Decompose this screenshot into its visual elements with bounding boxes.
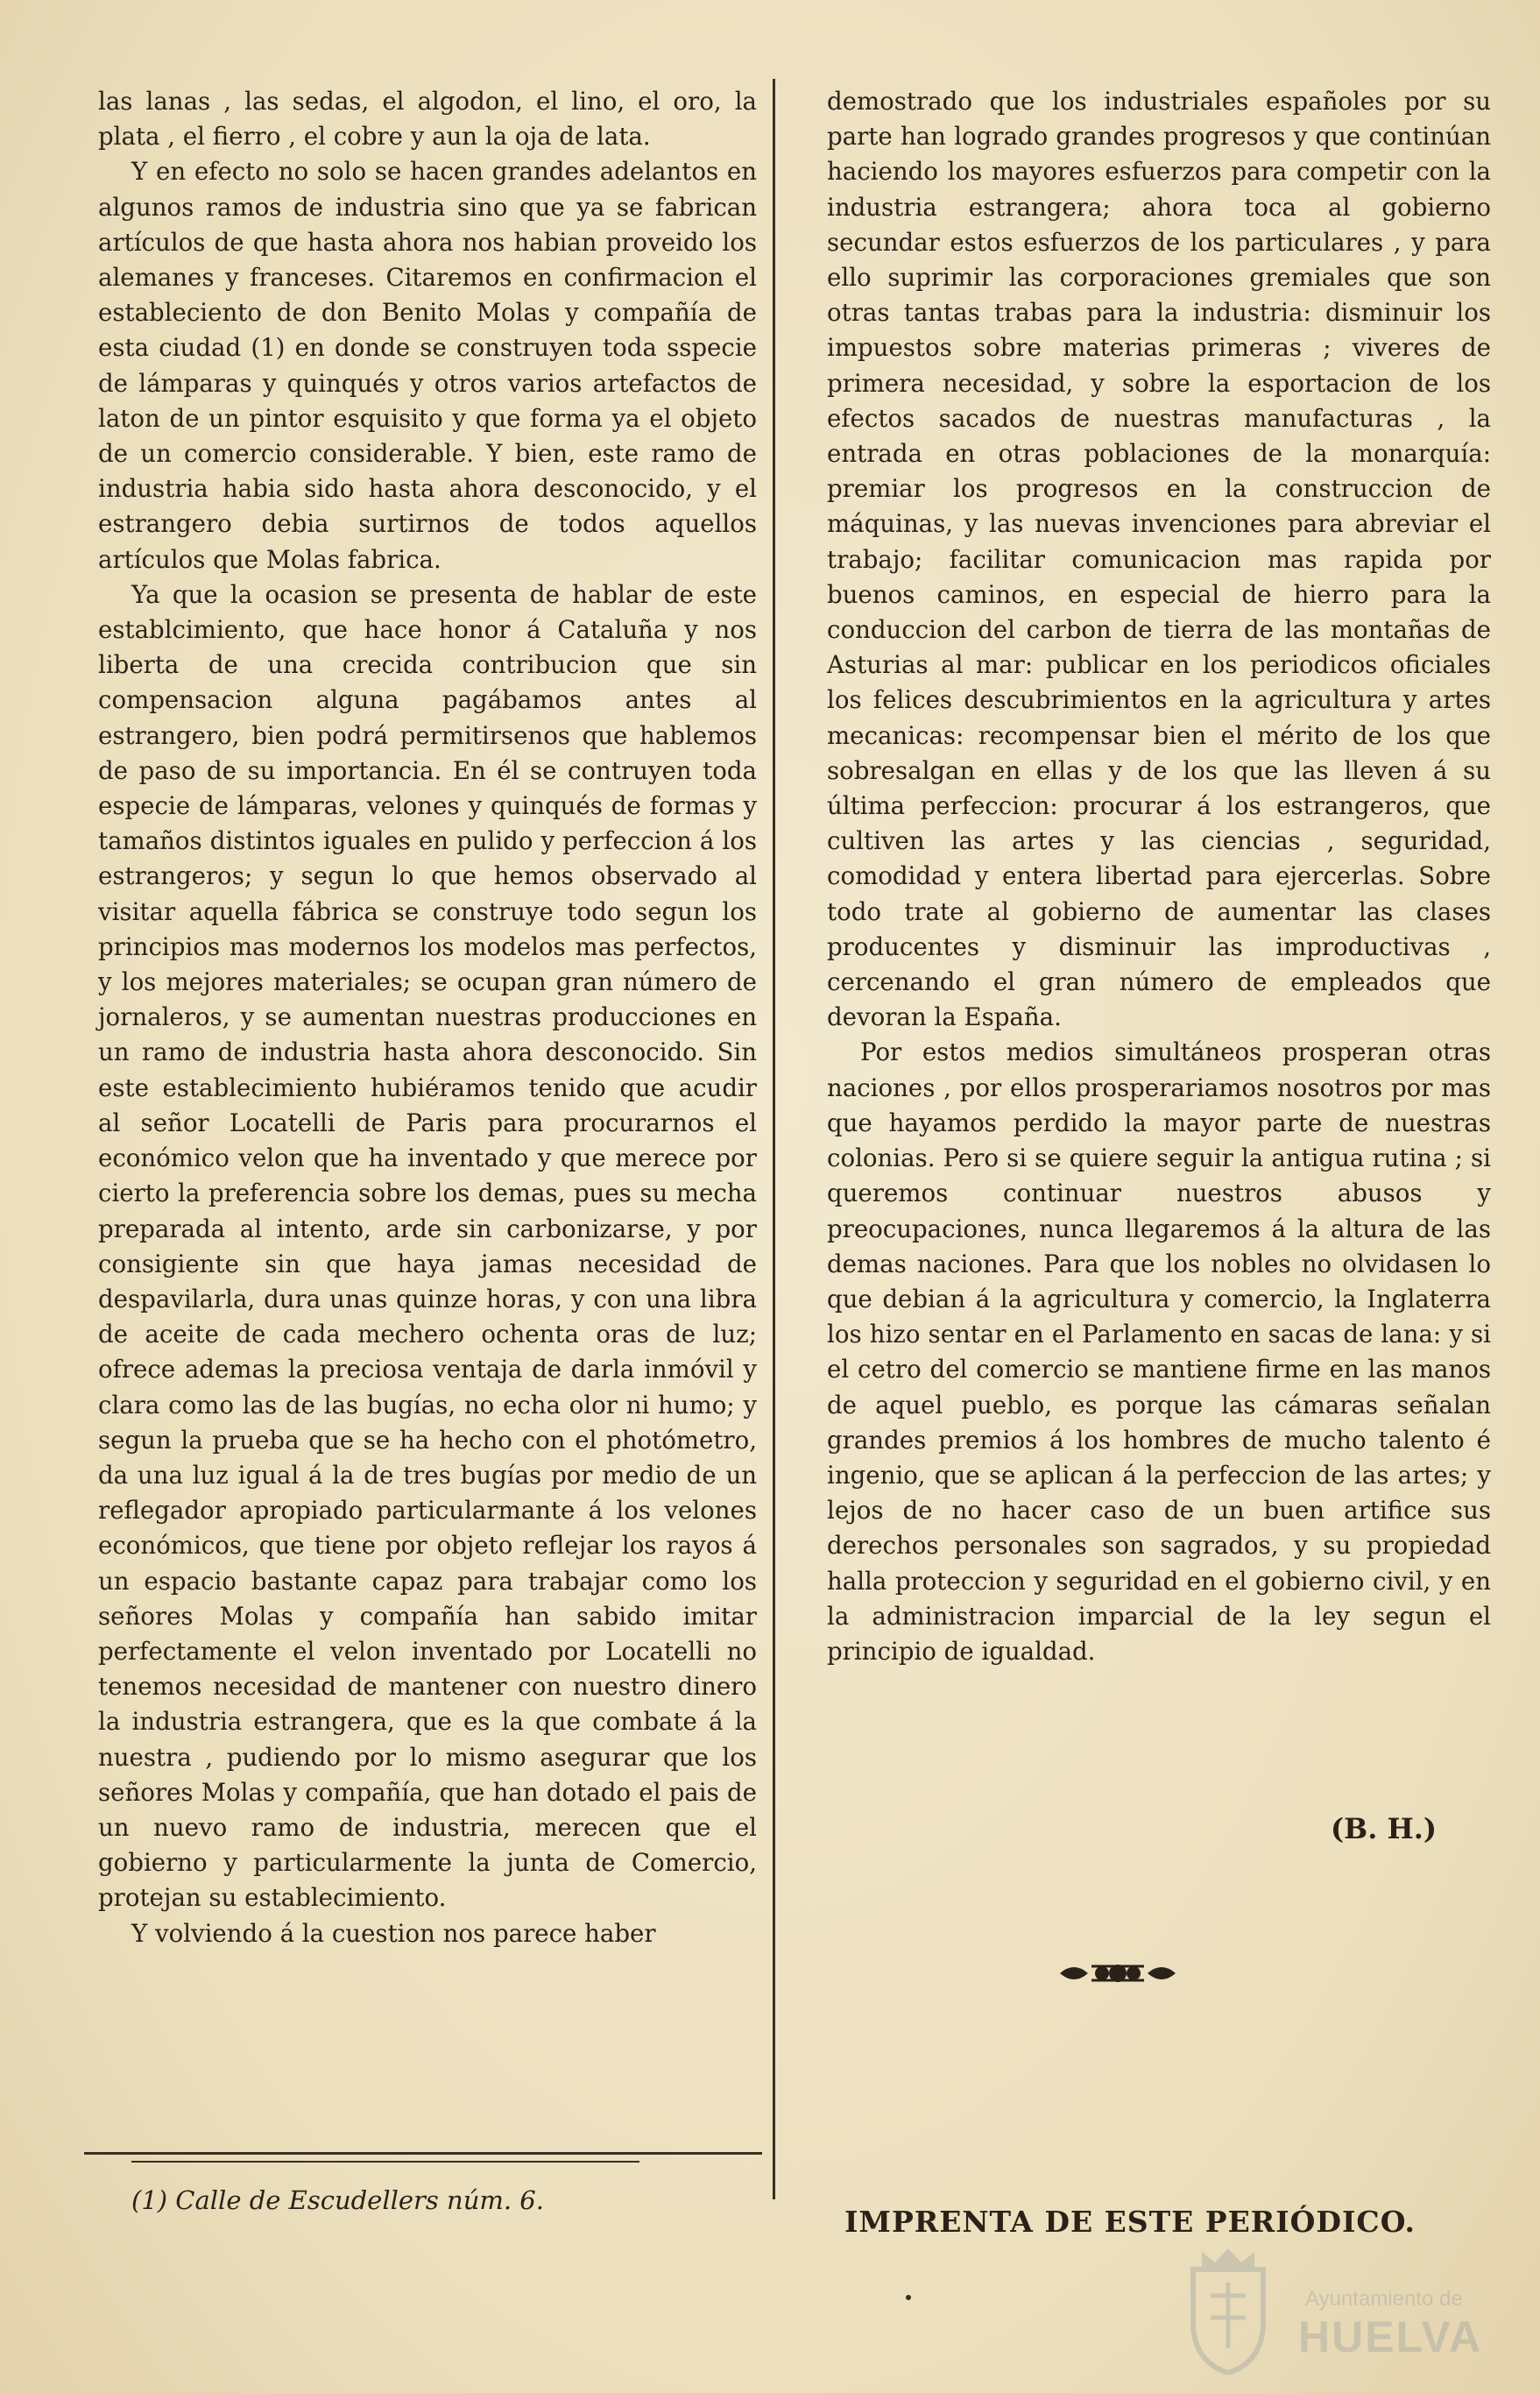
right-paragraph-2: Por estos medios simultáneos prosperan otras naciones , por ellos prosperariamos nosotros por mas que hayamos perdido la mayor parte de nuestras colonias. Pero si se quiere seguir la antigua rutina ; si queremos continuar nuestros abusos y preocupaciones, nunca llegaremos á la altura de las demas naciones. Para que los nobles no olvidasen lo que debian á la agricultura y comercio, la Inglaterra los hizo sentar en el Parlamento en sacas de lana: y si el cetro del comercio se mantiene firme en las manos de aquel pueblo, es porque las cámaras señalan grandes premios á los hombres de mucho talento é ingenio, que se aplican á la perfeccion de las artes; y lejos de no hacer caso de un buen artifice sus derechos personales son sagrados, y su propiedad halla proteccion y seguridad en el gobierno civil, y en la administracion imparcial de la ley segun el principio de igualdad. xyxy=(827,1037,1491,1666)
watermark-city: HUELVA xyxy=(1298,2312,1483,2361)
left-paragraph-1: las lanas , las sedas, el algodon, el lino, el oro, la plata , el fierro , el cobre y aun la oja de lata. xyxy=(98,87,757,152)
left-column xyxy=(98,84,757,1951)
footnote: (1) Calle de Escudellers núm. 6. xyxy=(131,2185,544,2215)
left-paragraph-2: Y en efecto no solo se hacen grandes adelantos en algunos ramos de industria sino que ya se fabrican artículos de que hasta ahora nos habian proveido los alemanes y franceses. Citaremos en confirmacion el estableciento de don Benito Molas y compañía de esta ciudad (1) en donde se construyen toda sspecie de lámparas y quinqués y otros varios artefactos de laton de un pintor esquisito y que forma ya el objeto de un comercio considerable. Y bien, este ramo de industria habia sido hasta ahora desconocido, y el estrangero debia surtirnos de todos aquellos artículos que Molas fabrica. xyxy=(98,157,757,574)
watermark xyxy=(1158,2241,1508,2382)
right-column xyxy=(827,84,1491,1669)
page-mark xyxy=(906,2295,911,2300)
left-paragraph-4: Y volviendo á la cuestion nos parece haber xyxy=(131,1918,656,1948)
ornament-icon xyxy=(1056,1956,1179,1991)
coat-of-arms-icon xyxy=(1176,2243,1281,2375)
column-divider xyxy=(773,79,775,2199)
author-signature: (B. H.) xyxy=(1331,1812,1437,1845)
footnote-separator xyxy=(84,2152,762,2155)
watermark-label: Ayuntamiento de xyxy=(1305,2287,1463,2311)
left-paragraph-3: Ya que la ocasion se presenta de hablar de este establcimiento, que hace honor á Cataluña y nos liberta de una crecida contribucion que sin compensacion alguna pagábamos antes al estrangero, bien podrá permitirsenos que hablemos de paso de su importancia. En él se contruyen toda especie de lámparas, velones y quinqués de formas y tamaños distintos iguales en pulido y perfeccion á los estrangeros; y segun lo que hemos observado al visitar aquella fábrica se construye todo segun los principios mas modernos los modelos mas perfectos, y los mejores materiales; se ocupan gran número de jornaleros, y se aumentan nuestras producciones en un ramo de industria hasta ahora desconocido. Sin este establecimiento hubiéramos tenido que acudir al señor Locatelli de Paris para procurarnos el económico velon que ha inventado y que merece por cierto la preferencia sobre los demas, pues su mecha preparada al intento, arde sin carbonizarse, y por consigiente sin que haya jamas necesidad de despavilarla, dura unas quinze horas, y con una libra de aceite de cada mechero ochenta oras de luz; ofrece ademas la preciosa ventaja de darla inmóvil y clara como las de las bugías, no echa olor ni humo; y segun la prueba que se ha hecho con el photómetro, da una luz igual á la de tres bugías por medio de un reflegador apropiado particularmante á los velones económicos, que tiene por objeto reflejar los rayos á un espacio bastante capaz para trabajar como los señores Molas y compañía han sabido imitar perfectamente el velon inventado por Locatelli no tenemos necesidad de mantener con nuestro dinero la industria estrangera, que es la que combate á la nuestra , pudiendo por lo mismo asegurar que los señores Molas y compañía, que han dotado el pais de un nuevo ramo de industria, merecen que el gobierno y particularmente la junta de Comercio, protejan su establecimiento. xyxy=(98,579,757,1913)
right-paragraph-1: demostrado que los industriales españoles por su parte han logrado grandes progresos y que continúan haciendo los mayores esfuerzos para competir con la industria estrangera; ahora toca al gobierno secundar estos esfuerzos de los particulares , y para ello suprimir las corporaciones gremiales que son otras tantas trabas para la industria: disminuir los impuestos sobre materias primeras ; viveres de primera necesidad, y sobre la esportacion de los efectos sacados de nuestras manufacturas , la entrada en otras poblaciones de la monarquía: premiar los progresos en la construccion de máquinas, y las nuevas invenciones para abreviar el trabajo; facilitar comunicacion mas rapida por buenos caminos, en especial de hierro para la conduccion del carbon de tierra de las montañas de Asturias al mar: publicar en los periodicos oficiales los felices descubrimientos en la agricultura y artes mecanicas: recompensar bien el mérito de los que sobresalgan en ellas y de los que las lleven á su última perfeccion: procurar á los estrangeros, que cultiven las artes y las ciencias , seguridad, comodidad y entera libertad para ejercerlas. Sobre todo trate al gobierno de aumentar las clases producentes y disminuir las improductivas , cercenando el gran número de empleados que devoran la España. xyxy=(827,87,1491,1032)
footnote-separator-thin xyxy=(131,2161,639,2163)
imprint-line: IMPRENTA DE ESTE PERIÓDICO. xyxy=(844,2205,1416,2239)
